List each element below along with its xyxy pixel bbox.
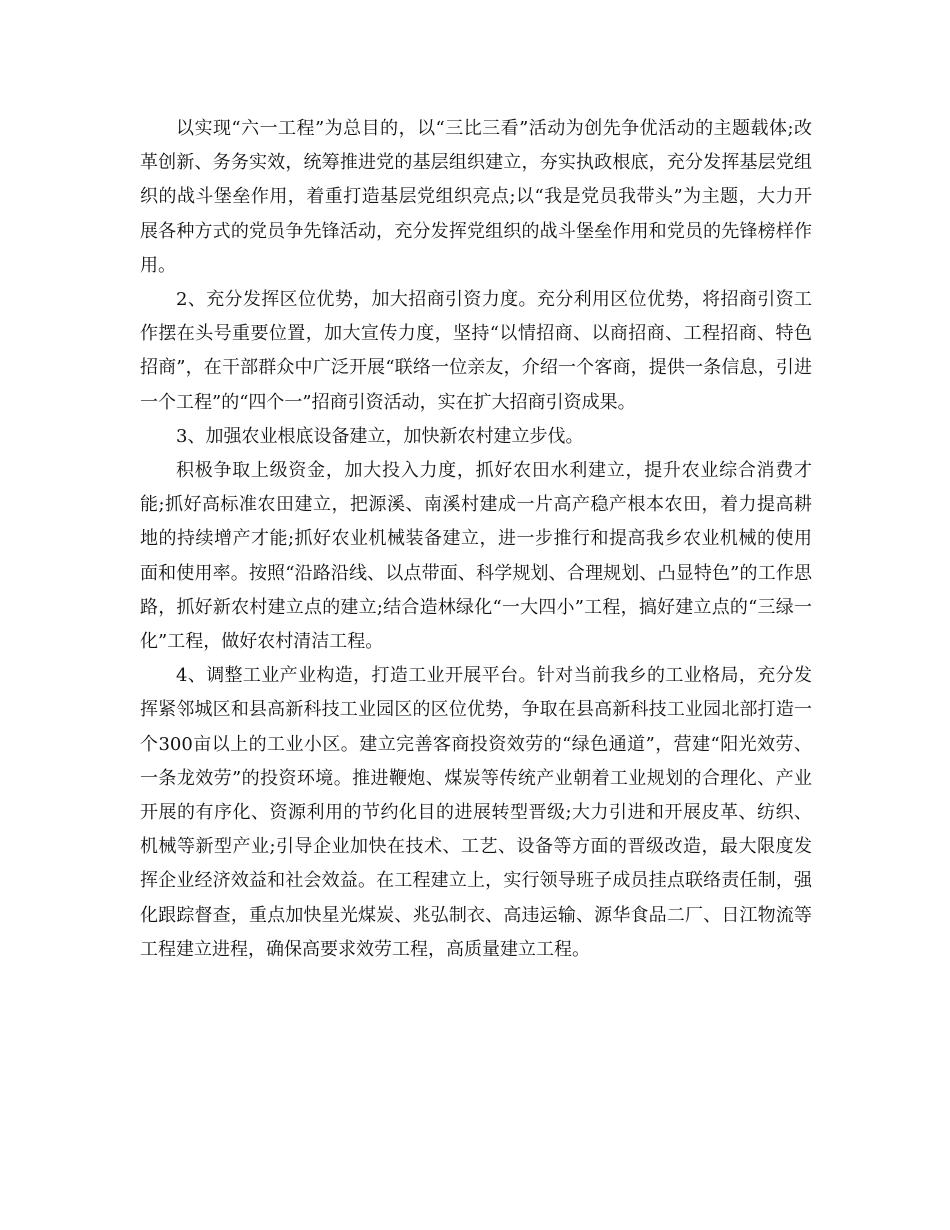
paragraph-4: 积极争取上级资金，加大投入力度，抓好农田水利建立，提升农业综合消费才能;抓好高标准农田建立，把源溪、南溪村建成一片高产稳产根本农田，着力提高耕地的持续增产才能;抓好农业机械装备建立，进一步推行和提高我乡农业机械的使用面和使用率。按照“沿路沿线、以点带面、科学规划、合理规划、凸显特色”的工作思路，抓好新农村建立点的建立;结合造林绿化“一大四小”工程，搞好建立点的“三绿一化”工程，做好农村清洁工程。 [140,460,812,653]
paragraph-5: 4、调整工业产业构造，打造工业开展平台。针对当前我乡的工业格局，充分发挥紧邻城区和县高新科技工业园区的区位优势，争取在县高新科技工业园北部打造一个300亩以上的工业小区。建立完善客商投资效劳的“绿色通道”，营建“阳光效劳、一条龙效劳”的投资环境。推进鞭炮、煤炭等传统产业朝着工业规划的合理化、产业开展的有序化、资源利用的节约化目的进展转型晋级;大力引进和开展皮革、纺织、机械等新型产业;引导企业加快在技术、工艺、设备等方面的晋级改造，最大限度发挥企业经济效益和社会效益。在工程建立上，实行领导班子成员挂点联络责任制，强化跟踪督查，重点加快星光煤炭、兆弘制衣、高违运输、源华食品二厂、日江物流等工程建立进程，确保高要求效劳工程，高质量建立工程。 [140,665,812,960]
document-body [140,112,812,967]
paragraph-3: 3、加强农业根底设备建立，加快新农村建立步伐。 [176,425,584,447]
paragraph-2: 2、充分发挥区位优势，加大招商引资力度。充分利用区位优势，将招商引资工作摆在头号重要位置，加大宣传力度，坚持“以情招商、以商招商、工程招商、特色招商”，在干部群众中广泛开展“联络一位亲友，介绍一个客商，提供一条信息，引进一个工程”的“四个一”招商引资活动，实在扩大招商引资成果。 [140,289,812,413]
paragraph-1: 以实现“六一工程”为总目的，以“三比三看”活动为创先争优活动的主题载体;改革创新、务务实效，统筹推进党的基层组织建立，夯实执政根底，充分发挥基层党组织的战斗堡垒作用，着重打造基层党组织亮点;以“我是党员我带头”为主题，大力开展各种方式的党员争先锋活动，充分发挥党组织的战斗堡垒作用和党员的先锋榜样作用。 [140,118,812,276]
